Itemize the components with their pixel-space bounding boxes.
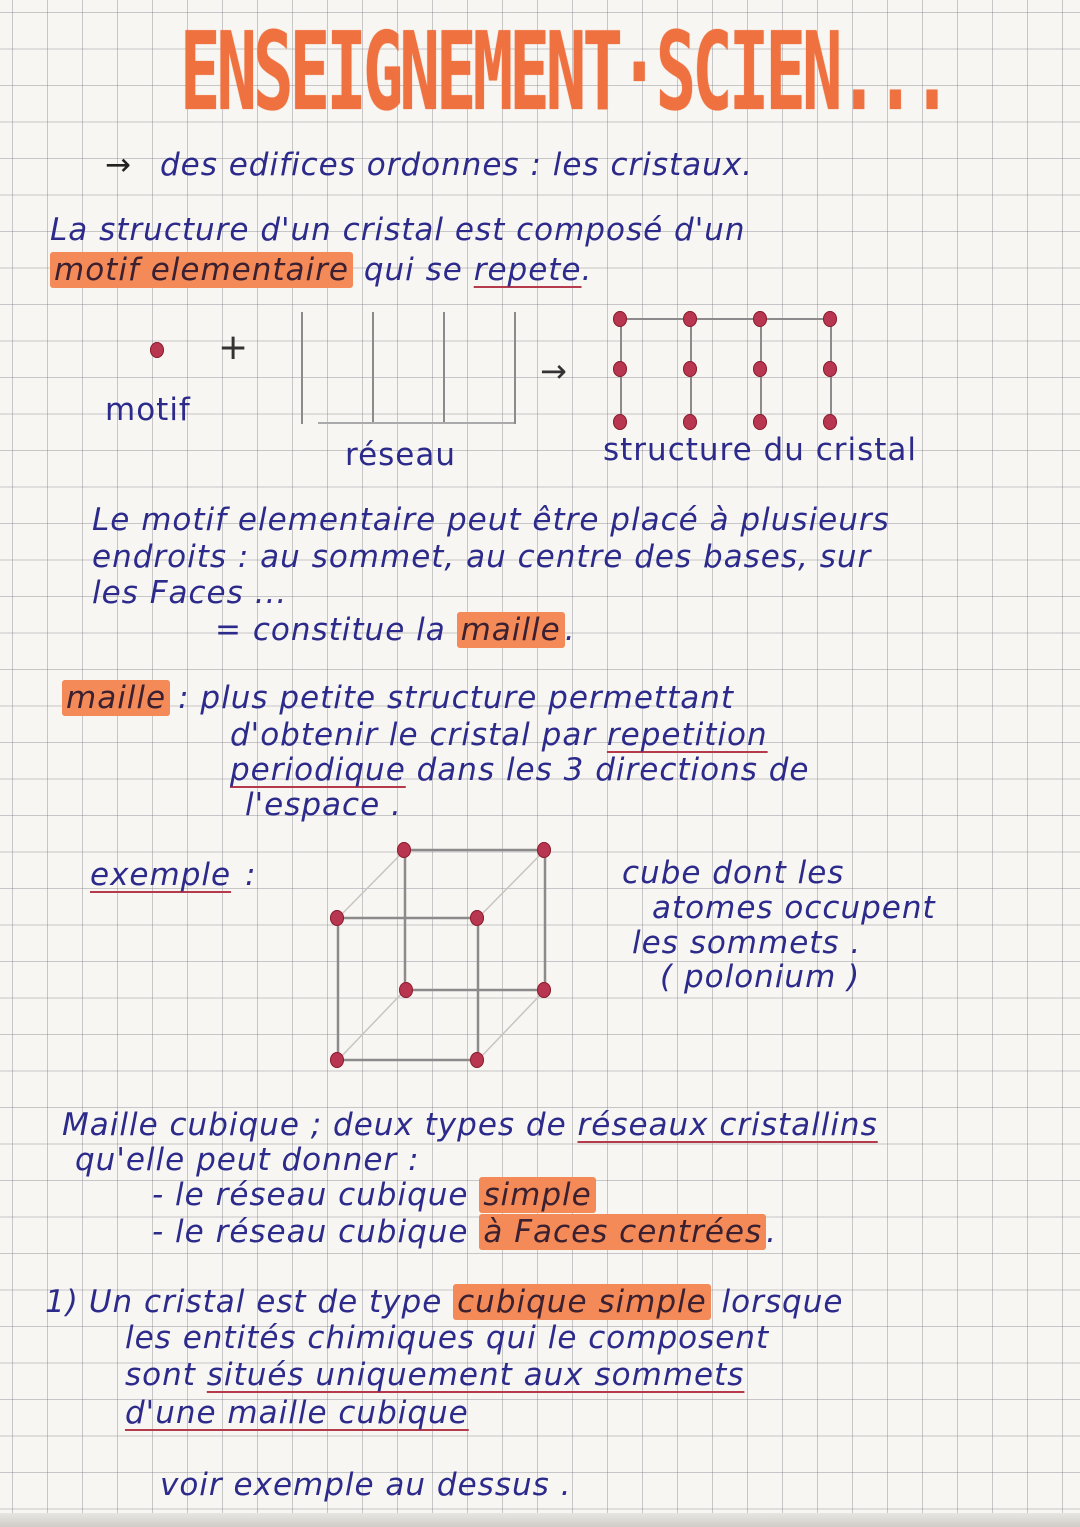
atom-dot-icon <box>330 1052 344 1068</box>
underline-repetition: repetition <box>606 717 768 753</box>
highlight-cubique-simple: cubique simple <box>453 1284 711 1320</box>
point1-line-4 <box>125 1395 469 1431</box>
cubic-item-1: - le réseau cubique simple <box>152 1180 596 1211</box>
example-desc-4: ( polonium ) <box>660 959 861 995</box>
underline-repete: repete <box>473 252 582 288</box>
example-desc-2: atomes occupent <box>652 890 936 926</box>
page-bottom-edge <box>0 1513 1080 1527</box>
point1-line-1: 1) Un cristal est de type cubique simple lorsque <box>45 1284 844 1320</box>
atom-dot-icon <box>330 910 344 926</box>
structure-label: structure du cristal <box>603 432 918 468</box>
cubic-line-2: qu'elle peut donner : <box>75 1142 420 1178</box>
arrow-icon: → <box>105 147 132 183</box>
highlight-faces-centrees: à Faces centrées <box>479 1214 766 1250</box>
example-desc-1: cube dont les <box>622 855 845 891</box>
atom-dot-icon <box>470 1052 484 1068</box>
definition-line-3: periodique dans les 3 directions de <box>230 752 810 788</box>
underline-maille-cubique: d'une maille cubique <box>125 1395 469 1431</box>
page-title: ENSEIGNEMENT·SCIEN... <box>180 10 949 135</box>
highlight-maille: maille <box>457 612 565 648</box>
atom-dot-icon <box>470 910 484 926</box>
example-desc-3: les sommets . <box>632 925 862 961</box>
atom-dot-icon <box>537 982 551 998</box>
underline-situes-sommets: situés uniquement aux sommets <box>206 1357 745 1393</box>
definition-term: maille <box>62 680 170 716</box>
point1-line-2: les entités chimiques qui le composent <box>125 1320 770 1356</box>
atom-dot-icon <box>399 982 413 998</box>
highlight-motif-elementaire: motif elementaire <box>50 252 353 288</box>
definition-line-2: d'obtenir le cristal par repetition <box>230 717 768 753</box>
intro-line-2: motif elementaire qui se repete. <box>50 255 592 286</box>
point1-line-5: voir exemple au dessus . <box>160 1467 572 1503</box>
motif-label: motif <box>105 392 191 428</box>
paragraph-line-2: endroits : au sommet, au centre des bases, sur <box>92 539 872 575</box>
point1-line-3: sont situés uniquement aux sommets <box>125 1357 745 1393</box>
underline-reseaux-cristallins: réseaux cristallins <box>577 1107 878 1143</box>
paragraph-line-1: Le motif elementaire peut être placé à plusieurs <box>92 502 890 538</box>
reseau-label: réseau <box>345 437 457 473</box>
atom-dot-icon <box>397 842 411 858</box>
definition-line-1: maille : plus petite structure permettant <box>62 683 734 714</box>
atom-dot-icon <box>537 842 551 858</box>
cubic-item-2: - le réseau cubique à Faces centrées . <box>152 1214 777 1250</box>
intro-line-1: La structure d'un cristal est composé d'un <box>50 212 746 248</box>
underline-periodique: periodique <box>230 752 406 788</box>
plus-sign: + <box>218 327 249 368</box>
cubic-line-1: Maille cubique ; deux types de réseaux cristallins <box>62 1107 878 1143</box>
arrow-right-icon: → <box>540 352 567 390</box>
definition-line-4: l'espace . <box>245 787 402 823</box>
highlight-simple: simple <box>479 1177 595 1213</box>
subtitle: → des edifices ordonnes : les cristaux. <box>105 147 754 183</box>
paragraph-line-4: = constitue la maille . <box>215 612 576 648</box>
paragraph-line-3: les Faces ... <box>92 575 288 611</box>
example-label: exemple : <box>90 857 257 893</box>
